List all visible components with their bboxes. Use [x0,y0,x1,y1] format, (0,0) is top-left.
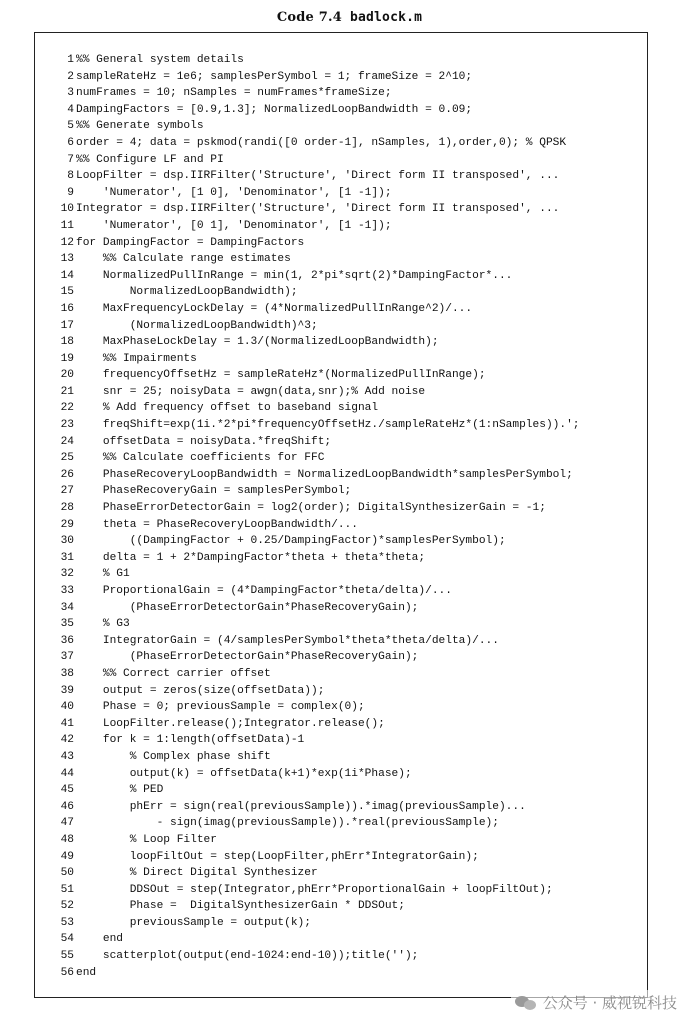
code-line [47,201,647,218]
code-line [47,284,647,301]
code-line [47,566,647,583]
code-text: snr = 25; noisyData = awgn(data,snr);% Add noise [76,385,426,398]
line-number: 10 [60,203,74,216]
line-number: 41 [60,717,74,730]
code-line [47,218,647,235]
code-text: offsetData = noisyData.*freqShift; [76,435,332,448]
code-line [47,251,647,268]
code-text: %% Impairments [76,352,197,365]
code-line [47,334,647,351]
line-number: 56 [60,966,74,979]
code-line [47,500,647,517]
line-number: 52 [60,900,74,913]
code-line [47,649,647,666]
line-number: 24 [60,435,74,448]
code-text: %% Generate symbols [76,120,204,133]
code-line [47,135,647,152]
code-line [47,185,647,202]
code-line [47,815,647,832]
code-line [47,931,647,948]
code-text: for k = 1:length(offsetData)-1 [76,734,305,747]
code-line [47,666,647,683]
line-number: 33 [60,585,74,597]
code-line [47,168,647,185]
code-line [47,716,647,733]
code-line [47,633,647,650]
code-text: frequencyOffsetHz = sampleRateHz*(NormalizedPullInRange); [76,369,486,382]
line-number: 36 [60,634,74,647]
code-line [47,235,647,252]
code-text: DampingFactors = [0.9,1.3]; NormalizedLoopBandwidth = 0.09; [76,103,473,116]
code-line [47,799,647,816]
line-number: 15 [60,286,74,299]
code-text: output = zeros(size(offsetData)); [76,684,325,697]
code-line [47,832,647,849]
code-line [47,118,647,135]
wechat-icon [515,994,537,1012]
code-text: loopFiltOut = step(LoopFilter,phErr*IntegratorGain); [76,850,479,863]
code-line [47,400,647,417]
code-line [47,865,647,882]
code-line [47,583,647,600]
line-number: 5 [67,120,74,133]
line-number: 26 [60,468,74,481]
code-text: Phase = 0; previousSample = complex(0); [76,701,365,714]
code-line [47,152,647,169]
code-line [47,483,647,500]
code-text: LoopFilter.release();Integrator.release(); [76,717,385,730]
line-number: 29 [60,518,74,531]
line-number: 14 [60,269,74,282]
code-text: Phase = DigitalSynthesizerGain * DDSOut; [76,900,405,913]
code-line [47,882,647,899]
line-number: 37 [60,651,74,664]
line-number: 39 [60,684,74,697]
line-number: 2 [67,70,74,83]
line-number: 28 [60,502,74,515]
line-number: 47 [60,817,74,830]
code-line [47,732,647,749]
watermark-text: 公众号 · 威视锐科技 [542,994,677,1012]
line-number: 30 [60,535,74,548]
code-line [47,367,647,384]
code-text: PhaseRecoveryLoopBandwidth = NormalizedLoopBandwidth*samplesPerSymbol; [76,468,573,481]
code-text: PhaseRecoveryGain = samplesPerSymbol; [76,485,352,498]
code-line [47,434,647,451]
line-number: 1 [67,54,74,66]
code-text: sampleRateHz = 1e6; samplesPerSymbol = 1; frameSize = 2^10; [76,70,473,83]
code-text: previousSample = output(k); [76,916,311,929]
line-number: 13 [60,253,74,266]
code-text: theta = PhaseRecoveryLoopBandwidth/... [76,518,358,531]
line-number: 45 [60,784,74,797]
code-text: % PED [76,784,164,797]
caption-label: Code 7.4 [276,10,342,25]
line-number: 21 [60,385,74,398]
code-text: (PhaseErrorDetectorGain*PhaseRecoveryGain); [76,601,419,614]
code-text: order = 4; data = pskmod(randi([0 order-1], nSamples, 1),order,0); % QPSK [76,136,567,149]
code-line [47,268,647,285]
line-number: 19 [60,352,74,365]
code-text: 'Numerator', [0 1], 'Denominator', [1 -1]); [76,219,392,232]
code-line [47,318,647,335]
code-text: NormalizedLoopBandwidth); [76,286,298,299]
code-lines [47,52,647,981]
line-number: 11 [60,219,74,232]
code-text: end [76,966,97,979]
line-number: 48 [60,833,74,846]
code-text: ProportionalGain = (4*DampingFactor*theta/delta)/... [76,585,452,597]
line-number: 27 [60,485,74,498]
code-text: end [76,933,123,946]
line-number: 4 [67,103,74,116]
line-number: 32 [60,568,74,581]
code-text: % G3 [76,618,130,631]
code-line [47,517,647,534]
code-text: numFrames = 10; nSamples = numFrames*frameSize; [76,87,392,100]
code-line [47,533,647,550]
code-text: scatterplot(output(end-1024:end-10));title(''); [76,950,419,963]
line-number: 3 [67,87,74,100]
line-number: 53 [60,916,74,929]
code-line [47,766,647,783]
line-number: 49 [60,850,74,863]
code-text: %% Configure LF and PI [76,153,224,166]
line-number: 46 [60,800,74,813]
code-line [47,616,647,633]
line-number: 38 [60,667,74,680]
code-line [47,600,647,617]
code-text: (NormalizedLoopBandwidth)^3; [76,319,318,332]
code-text: % G1 [76,568,130,581]
line-number: 18 [60,336,74,349]
line-number: 43 [60,750,74,763]
line-number: 50 [60,867,74,880]
code-text: IntegratorGain = (4/samplesPerSymbol*theta*theta/delta)/... [76,634,499,647]
code-line [47,699,647,716]
code-text: freqShift=exp(1i.*2*pi*frequencyOffsetHz./sampleRateHz*(1:nSamples)).'; [76,419,580,432]
line-number: 22 [60,402,74,415]
code-text: 'Numerator', [1 0], 'Denominator', [1 -1]); [76,186,392,199]
code-text: Integrator = dsp.IIRFilter('Structure', 'Direct form II transposed', ... [76,203,560,216]
code-text: % Loop Filter [76,833,217,846]
code-line [47,849,647,866]
code-line [47,384,647,401]
line-number: 17 [60,319,74,332]
code-line [47,52,647,69]
line-number: 12 [60,236,74,249]
line-number: 7 [67,153,74,166]
code-line [47,749,647,766]
code-line [47,683,647,700]
code-line [47,467,647,484]
code-text: %% Correct carrier offset [76,667,271,680]
code-line [47,898,647,915]
code-line [47,301,647,318]
code-line [47,915,647,932]
code-line [47,782,647,799]
line-number: 25 [60,452,74,465]
code-text: for DampingFactor = DampingFactors [76,236,305,249]
code-line [47,85,647,102]
line-number: 44 [60,767,74,780]
line-number: 42 [60,734,74,747]
code-text: LoopFilter = dsp.IIRFilter('Structure', 'Direct form II transposed', ... [76,170,560,183]
code-line [47,351,647,368]
code-text: delta = 1 + 2*DampingFactor*theta + theta*theta; [76,551,426,564]
code-text: (PhaseErrorDetectorGain*PhaseRecoveryGain); [76,651,419,664]
line-number: 20 [60,369,74,382]
code-line [47,965,647,982]
code-line [47,417,647,434]
line-number: 35 [60,618,74,631]
line-number: 9 [67,186,74,199]
code-text: %% Calculate range estimates [76,253,291,266]
caption-filename: badlock.m [349,10,423,25]
code-text: MaxFrequencyLockDelay = (4*NormalizedPullInRange^2)/... [76,302,473,315]
line-number: 55 [60,950,74,963]
code-line [47,102,647,119]
line-number: 40 [60,701,74,714]
code-text: % Add frequency offset to baseband signal [76,402,379,415]
line-number: 51 [60,883,74,896]
code-line [47,550,647,567]
code-text: - sign(imag(previousSample)).*real(previousSample); [76,817,499,830]
code-text: DDSOut = step(Integrator,phErr*ProportionalGain + loopFiltOut); [76,883,553,896]
line-number: 16 [60,302,74,315]
code-text: MaxPhaseLockDelay = 1.3/(NormalizedLoopBandwidth); [76,336,439,349]
watermark [511,990,681,1015]
line-number: 54 [60,933,74,946]
line-number: 31 [60,551,74,564]
code-text: output(k) = offsetData(k+1)*exp(1i*Phase); [76,767,412,780]
code-text: %% General system details [76,54,244,66]
code-text: % Complex phase shift [76,750,271,763]
code-line [47,948,647,965]
code-listing-box [34,32,648,998]
line-number: 6 [67,136,74,149]
code-text: % Direct Digital Synthesizer [76,867,318,880]
code-text: PhaseErrorDetectorGain = log2(order); DigitalSynthesizerGain = -1; [76,502,546,515]
code-line [47,450,647,467]
code-line [47,69,647,86]
code-text: phErr = sign(real(previousSample)).*imag(previousSample)... [76,800,526,813]
line-number: 34 [60,601,74,614]
line-number: 8 [67,170,74,183]
code-text: NormalizedPullInRange = min(1, 2*pi*sqrt(2)*DampingFactor*... [76,269,513,282]
code-text: ((DampingFactor + 0.25/DampingFactor)*samplesPerSymbol); [76,535,506,548]
code-caption [0,10,699,25]
code-text: %% Calculate coefficients for FFC [76,452,325,465]
line-number: 23 [60,419,74,432]
